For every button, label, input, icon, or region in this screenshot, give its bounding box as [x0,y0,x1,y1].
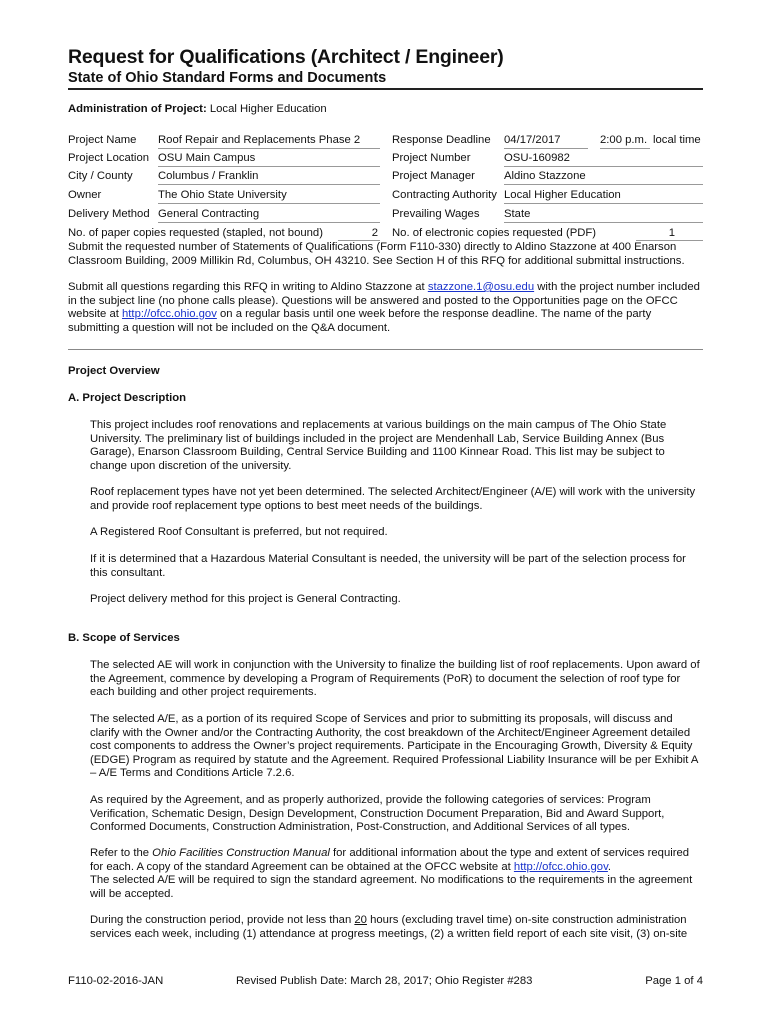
local-time-label: local time [653,134,701,146]
owner-field[interactable]: The Ohio State University [158,189,380,204]
title-divider [68,88,703,90]
page-footer [68,975,703,990]
electronic-copies-field[interactable]: 1 [636,227,703,241]
administration-line [68,103,327,115]
section-divider [68,349,703,350]
paper-copies-label: No. of paper copies requested (stapled, not bound) [68,227,323,239]
contracting-authority-label: Contracting Authority [392,189,497,201]
project-number-label: Project Number [392,152,471,164]
field-row-2 [68,152,703,169]
construction-manual-title: Ohio Facilities Construction Manual [152,847,330,859]
project-manager-label: Project Manager [392,170,475,182]
description-paragraph-5: Project delivery method for this project is General Contracting. [90,593,401,605]
response-deadline-field[interactable]: 04/17/2017 [504,134,588,149]
field-row-5 [68,208,703,225]
construction-period-pre: During the construction period, provide not less than [90,914,352,926]
project-name-label: Project Name [68,134,137,146]
response-time-field[interactable]: 2:00 p.m. [600,134,650,149]
form-id: F110-02-2016-JAN [68,975,164,987]
administration-value: Local Higher Education [209,103,327,115]
description-paragraph-4: If it is determined that a Hazardous Material Consultant is needed, the university will be part of the selection process for this consultant. [90,553,686,579]
manual-ref-mid: for additional information about the type and extent of services required for each. A copy of the standard Agreement can be obtained at the OFCC website at [90,847,690,873]
contracting-authority-field[interactable]: Local Higher Education [504,189,703,204]
paper-copies-field[interactable]: 2 [338,227,380,241]
submittal-instructions: Submit the requested number of Statements of Qualifications (Form F110-330) directly to Aldino Stazzone at 400 Enarson Classroom Building, 2009 Millikin Rd, Columbus, OH 43210. See Section H of this RFQ for additional submittal instructions. [68,241,685,267]
field-row-1 [68,134,703,151]
questions-instructions [68,281,703,335]
scope-of-services-heading: B. Scope of Services [68,632,180,644]
project-name-field[interactable]: Roof Repair and Replacements Phase 2 [158,134,380,149]
questions-text-2: with the project number included in the subject line (no phone calls please). Questions will be answered and posted to the Opportunities page on the OFCC website at [68,281,700,320]
scope-paragraph-5 [90,914,703,941]
owner-label: Owner [68,189,102,201]
project-description-heading: A. Project Description [68,392,187,404]
hours-value: 20 [354,914,367,926]
description-paragraph-1: This project includes roof renovations and replacements at various buildings on the main campus of The Ohio State University. The preliminary list of buildings included in the project are Mendenhall Lab, Service Building Annex (Bus Garage), Enarson Classroom Building, Central Service Building and 1100 Kinnear Road. This list may be subject to change upon discretion of the university. [90,419,667,472]
delivery-method-field[interactable]: General Contracting [158,208,380,223]
prevailing-wages-field[interactable]: State [504,208,703,223]
questions-text-1: Submit all questions regarding this RFQ in writing to Aldino Stazzone at [68,281,425,293]
project-manager-field[interactable]: Aldino Stazzone [504,170,703,185]
electronic-copies-label: No. of electronic copies requested (PDF) [392,227,597,239]
city-county-label: City / County [68,170,133,182]
description-paragraph-3: A Registered Roof Consultant is preferred, but not required. [90,526,388,538]
ofcc-website-link[interactable]: http://ofcc.ohio.gov [122,308,217,320]
project-location-field[interactable]: OSU Main Campus [158,152,380,167]
project-overview-heading: Project Overview [68,365,160,377]
scope-paragraph-3: As required by the Agreement, and as properly authorized, provide the following categories of services: Program Verification, Schematic Design, Design Development, Construction Document Preparation, Bid and Award Support, Conformed Documents, Construction Administration, Post-Construction, and Additional Services of all types. [90,794,665,834]
field-row-3 [68,170,703,187]
document-title: Request for Qualifications (Architect / Engineer) [68,46,504,68]
response-deadline-label: Response Deadline [392,134,491,146]
project-location-label: Project Location [68,152,150,164]
construction-period-post: hours (excluding travel time) on-site construction administration services each week, including (1) attendance at progress meetings, (2) a written field report of each site visit, (3) on-site [90,914,688,940]
revised-publish-date: Revised Publish Date: March 28, 2017; Ohio Register #283 [236,975,533,987]
manual-ref-end: . [607,860,612,873]
city-county-field[interactable]: Columbus / Franklin [158,170,380,185]
document-subtitle: State of Ohio Standard Forms and Documents [68,70,387,86]
contact-email-link[interactable]: stazzone.1@osu.edu [427,281,535,293]
questions-text-3: on a regular basis until one week before the response deadline. The name of the party submitting a question will not be included on the Q&A document. [68,308,652,334]
delivery-method-label: Delivery Method [68,208,150,220]
field-row-4 [68,189,703,206]
manual-ref-pre: Refer to the [90,847,150,859]
scope-paragraph-4 [90,847,703,901]
description-paragraph-2: Roof replacement types have not yet been determined. The selected Architect/Engineer (A/E) will work with the university and provide roof replacement type options to best meet needs of the buildings. [90,486,696,512]
administration-label: Administration of Project: [68,103,207,115]
page-number: Page 1 of 4 [645,975,703,987]
agreement-sign-text: The selected A/E will be required to sign the standard agreement. No modifications to the requirements in the agreement will be accepted. [90,874,693,900]
project-number-field[interactable]: OSU-160982 [504,152,703,167]
scope-paragraph-1: The selected AE will work in conjunction with the University to finalize the building list of roof replacements. Upon award of the Agreement, commence by developing a Program of Requirements (PoR) to document the selection of roof type for each building and other project requirements. [90,659,700,699]
prevailing-wages-label: Prevailing Wages [392,208,480,220]
ofcc-agreement-link[interactable]: http://ofcc.ohio.gov [513,860,608,873]
scope-paragraph-2: The selected A/E, as a portion of its required Scope of Services and prior to submitting its proposals, will discuss and clarify with the Owner and/or the Contracting Authority, the cost breakdown of the Architect/Engineer Agreement detailed cost components to address the Owner’s project requirements. Participate in the Encouraging Growth, Diversity & Equity (EDGE) Program as required by statute and the Agreement. Required Professional Liability Insurance will be per Exhibit A – A/E Terms and Conditions Article 7.2.6. [90,713,698,780]
